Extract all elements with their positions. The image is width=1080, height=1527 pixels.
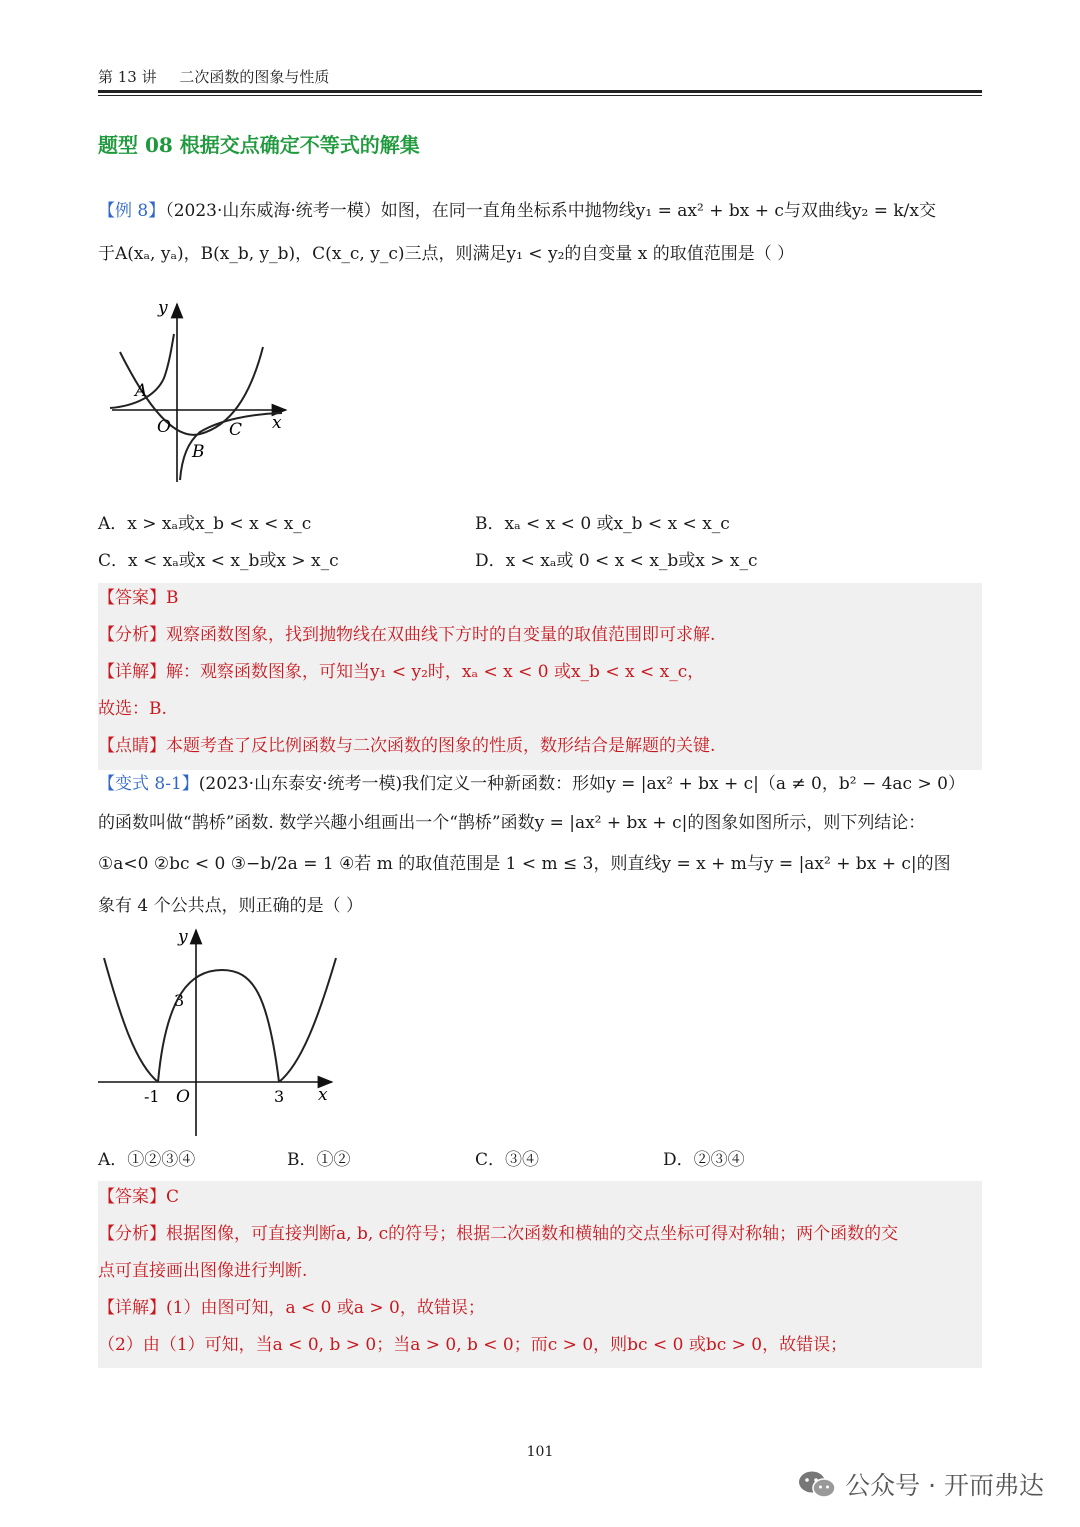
point-b-label: B [192, 442, 205, 462]
point-a-label: A [135, 381, 148, 401]
tick-neg1: -1 [144, 1087, 160, 1106]
variant8-1-graph [96, 924, 346, 1142]
variant8-1-detail-text1: (1）由图可知，a < 0 或a > 0，故错误； [166, 1298, 485, 1318]
example8-answer [98, 586, 982, 610]
variant8-1-line4: 象有 4 个公共点，则正确的是（ ） [98, 896, 364, 916]
example8-answer-text: B [166, 588, 179, 608]
example8-detail [98, 660, 982, 684]
header-rule-thin [98, 95, 982, 96]
example8-detail-text: 解：观察函数图象，可知当y₁ < y₂时，xₐ < x < 0 或x_b < x < x_c， [166, 662, 705, 682]
watermark-text: 公众号 · 开而弗达 [845, 1471, 1044, 1500]
example8-option-a: A．x > xₐ或x_b < x < x_c [98, 514, 312, 534]
variant8-1-option-d: D．②③④ [663, 1150, 745, 1170]
example8-line2: 于A(xₐ, yₐ)，B(x_b, y_b)，C(x_c, y_c)三点，则满足y₁ < y₂的自变量 x 的取值范围是（ ） [98, 244, 795, 264]
y-axis-label: y [178, 927, 188, 947]
example8-comment-tag: 【点睛】 [98, 736, 166, 756]
origin-label: O [157, 417, 171, 437]
tick-3-y: 3 [174, 991, 185, 1010]
variant8-1-option-a: A．①②③④ [98, 1150, 196, 1170]
example8-graph [100, 292, 300, 487]
variant8-1-line3: ①a<0 ②bc < 0 ③−b/2a = 1 ④若 m 的取值范围是 1 < m ≤ 3，则直线y = x + m与y = |ax² + bx + c|的图 [98, 854, 951, 874]
variant8-1-analysis-text1: 根据图像，可直接判断a, b, c的符号；根据二次函数和横轴的交点坐标可得对称轴；两个函数的交 [166, 1224, 899, 1244]
example8-analysis-text: 观察函数图象，找到抛物线在双曲线下方时的自变量的取值范围即可求解. [166, 625, 716, 645]
example8-tag: 【例 8】 [98, 201, 166, 221]
right-arm-curve [279, 958, 336, 1082]
variant8-1-detail-line2: （2）由（1）可知，当a < 0, b > 0；当a > 0, b < 0；而c > 0，则bc < 0 或bc > 0，故错误； [98, 1335, 848, 1355]
variant8-1-answer [98, 1185, 982, 1209]
tick-3-x: 3 [274, 1087, 285, 1106]
lecture-number: 第 13 讲 [98, 68, 157, 86]
example8-comment [98, 734, 982, 758]
example8-text1: （2023·山东威海·统考一模）如图，在同一直角坐标系中抛物线y₁ = ax² + bx + c与双曲线y₂ = k/x交 [165, 201, 936, 221]
example8-analysis-tag: 【分析】 [98, 625, 166, 645]
page-header [98, 66, 347, 87]
example8-answer-tag: 【答案】 [98, 588, 166, 608]
variant8-1-answer-text: C [166, 1187, 180, 1207]
example8-option-b: B．xₐ < x < 0 或x_b < x < x_c [475, 514, 730, 534]
example8-option-c: C．x < xₐ或x < x_b或x > x_c [98, 551, 339, 571]
example8-choose: 故选：B. [98, 699, 167, 719]
variant8-1-analysis-tag: 【分析】 [98, 1224, 166, 1244]
watermark [797, 1466, 1044, 1502]
variant8-1-answer-tag: 【答案】 [98, 1187, 166, 1207]
variant8-1-tag: 【变式 8-1】 [98, 774, 199, 794]
lecture-topic: 二次函数的图象与性质 [179, 68, 330, 86]
header-rule-thick [98, 90, 982, 93]
variant8-1-detail-tag: 【详解】 [98, 1298, 166, 1318]
page-number: 101 [526, 1444, 554, 1460]
origin-label: O [176, 1087, 190, 1107]
y-axis-label: y [158, 298, 168, 318]
variant8-1-line2: 的函数叫做“鹊桥”函数. 数学兴趣小组画出一个“鹊桥”函数y = |ax² + bx + c|的图象如图所示，则下列结论： [98, 813, 926, 833]
x-axis-label: x [318, 1085, 328, 1105]
section-title: 题型 08 根据交点确定不等式的解集 [98, 133, 420, 157]
middle-arch-curve [158, 970, 279, 1082]
variant8-1-analysis-line2: 点可直接画出图像进行判断. [98, 1261, 308, 1281]
variant8-1-line1 [98, 772, 982, 796]
variant8-1-option-b: B．①② [287, 1150, 351, 1170]
variant8-1-text1: (2023·山东泰安·统考一模)我们定义一种新函数：形如y = |ax² + bx + c|（a ≠ 0，b² − 4ac > 0） [198, 774, 965, 794]
example8-line1 [98, 199, 982, 223]
x-axis-label: x [272, 413, 282, 433]
left-arm-curve [104, 958, 158, 1082]
wechat-icon [797, 1469, 837, 1499]
example8-comment-text: 本题考查了反比例函数与二次函数的图象的性质，数形结合是解题的关键. [166, 736, 716, 756]
example8-detail-tag: 【详解】 [98, 662, 166, 682]
variant8-1-option-c: C．③④ [475, 1150, 540, 1170]
variant8-1-analysis [98, 1222, 982, 1246]
point-c-label: C [229, 420, 243, 440]
variant8-1-detail [98, 1296, 982, 1320]
example8-option-d: D．x < xₐ或 0 < x < x_b或x > x_c [475, 551, 758, 571]
example8-analysis [98, 623, 982, 647]
